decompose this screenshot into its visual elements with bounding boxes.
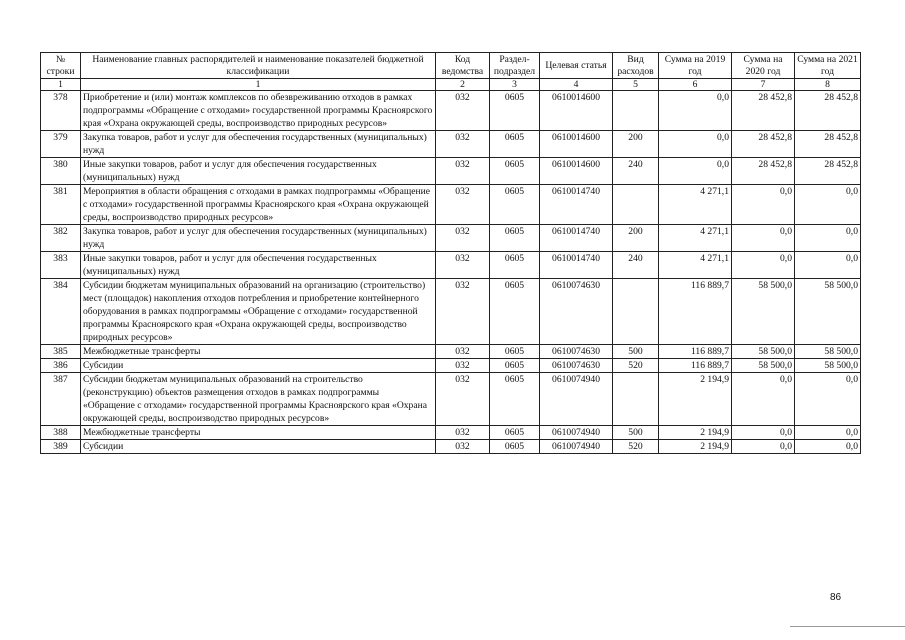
table-row — [41, 345, 861, 359]
row-name: Мероприятия в области обращения с отходами в рамках подпрограммы «Обращение с отходами» государственной программы Красноярского края «Охрана окружающей среды, воспроизводство природных ресурсов» — [81, 185, 436, 225]
row-section: 0605 — [490, 279, 540, 345]
table-row — [41, 426, 861, 440]
header-row — [41, 53, 861, 79]
table-row — [41, 91, 861, 131]
row-number: 381 — [41, 185, 81, 225]
row-department-code: 032 — [436, 373, 490, 426]
row-expense-type — [613, 279, 659, 345]
row-department-code: 032 — [436, 440, 490, 454]
table-row — [41, 252, 861, 279]
header-target-article: Целевая статья — [540, 53, 613, 79]
row-target-article: 0610014600 — [540, 131, 613, 158]
row-sum-2021: 0,0 — [795, 252, 861, 279]
row-number: 384 — [41, 279, 81, 345]
row-number: 386 — [41, 359, 81, 373]
row-expense-type: 240 — [613, 252, 659, 279]
row-target-article: 0610014600 — [540, 158, 613, 185]
row-sum-2019: 0,0 — [659, 158, 732, 185]
row-sum-2020: 0,0 — [732, 185, 795, 225]
row-department-code: 032 — [436, 225, 490, 252]
row-sum-2020: 58 500,0 — [732, 279, 795, 345]
scan-edge-line — [790, 626, 905, 627]
row-sum-2019: 2 194,9 — [659, 426, 732, 440]
row-target-article: 0610074940 — [540, 373, 613, 426]
row-name: Субсидии — [81, 440, 436, 454]
row-department-code: 032 — [436, 279, 490, 345]
row-sum-2019: 4 271,1 — [659, 252, 732, 279]
row-sum-2020: 0,0 — [732, 225, 795, 252]
row-section: 0605 — [490, 440, 540, 454]
row-expense-type: 240 — [613, 158, 659, 185]
header-expense-type: Вид расходов — [613, 53, 659, 79]
page-number: 86 — [830, 592, 842, 603]
row-department-code: 032 — [436, 345, 490, 359]
table-row — [41, 185, 861, 225]
row-number: 389 — [41, 440, 81, 454]
row-number: 388 — [41, 426, 81, 440]
row-target-article: 0610074630 — [540, 359, 613, 373]
column-number: 7 — [732, 79, 795, 91]
column-number: 1 — [41, 79, 81, 91]
table-row — [41, 440, 861, 454]
row-section: 0605 — [490, 373, 540, 426]
row-expense-type: 500 — [613, 426, 659, 440]
row-number: 379 — [41, 131, 81, 158]
column-number: 2 — [436, 79, 490, 91]
row-sum-2021: 58 500,0 — [795, 345, 861, 359]
row-sum-2021: 28 452,8 — [795, 131, 861, 158]
header-section: Раздел-подраздел — [490, 53, 540, 79]
budget-table — [40, 52, 861, 454]
column-number: 4 — [540, 79, 613, 91]
row-target-article: 0610014740 — [540, 185, 613, 225]
row-sum-2021: 58 500,0 — [795, 359, 861, 373]
row-sum-2020: 28 452,8 — [732, 131, 795, 158]
row-sum-2021: 28 452,8 — [795, 158, 861, 185]
row-sum-2019: 2 194,9 — [659, 373, 732, 426]
table-row — [41, 225, 861, 252]
table-row — [41, 279, 861, 345]
row-section: 0605 — [490, 359, 540, 373]
column-number: 5 — [613, 79, 659, 91]
row-expense-type — [613, 91, 659, 131]
header-sum-2019: Сумма на 2019 год — [659, 53, 732, 79]
row-target-article: 0610014600 — [540, 91, 613, 131]
row-section: 0605 — [490, 158, 540, 185]
row-section: 0605 — [490, 91, 540, 131]
row-expense-type: 520 — [613, 359, 659, 373]
row-name: Межбюджетные трансферты — [81, 426, 436, 440]
row-target-article: 0610074940 — [540, 440, 613, 454]
row-sum-2019: 2 194,9 — [659, 440, 732, 454]
column-number: 1 — [81, 79, 436, 91]
row-department-code: 032 — [436, 91, 490, 131]
budget-table-container — [40, 52, 861, 454]
row-sum-2021: 0,0 — [795, 185, 861, 225]
row-sum-2020: 28 452,8 — [732, 158, 795, 185]
row-department-code: 032 — [436, 158, 490, 185]
row-sum-2021: 0,0 — [795, 426, 861, 440]
header-name: Наименование главных распорядителей и наименование показателей бюджетной классификации — [81, 53, 436, 79]
column-number: 6 — [659, 79, 732, 91]
row-target-article: 0610074630 — [540, 279, 613, 345]
row-target-article: 0610014740 — [540, 252, 613, 279]
row-number: 382 — [41, 225, 81, 252]
row-name: Иные закупки товаров, работ и услуг для обеспечения государственных (муниципальных) нужд — [81, 158, 436, 185]
table-body — [41, 91, 861, 454]
row-target-article: 0610074940 — [540, 426, 613, 440]
row-target-article: 0610014740 — [540, 225, 613, 252]
row-expense-type: 200 — [613, 131, 659, 158]
row-section: 0605 — [490, 252, 540, 279]
row-sum-2019: 4 271,1 — [659, 225, 732, 252]
row-number: 387 — [41, 373, 81, 426]
row-sum-2021: 58 500,0 — [795, 279, 861, 345]
column-number-row — [41, 79, 861, 91]
row-section: 0605 — [490, 131, 540, 158]
row-sum-2019: 116 889,7 — [659, 279, 732, 345]
header-row-number: № строки — [41, 53, 81, 79]
header-sum-2021: Сумма на 2021 год — [795, 53, 861, 79]
column-number: 3 — [490, 79, 540, 91]
row-department-code: 032 — [436, 252, 490, 279]
row-sum-2019: 0,0 — [659, 91, 732, 131]
row-expense-type: 520 — [613, 440, 659, 454]
header-department-code: Код ведомства — [436, 53, 490, 79]
row-sum-2019: 4 271,1 — [659, 185, 732, 225]
row-sum-2020: 58 500,0 — [732, 359, 795, 373]
table-row — [41, 131, 861, 158]
row-section: 0605 — [490, 345, 540, 359]
row-sum-2021: 28 452,8 — [795, 91, 861, 131]
row-sum-2021: 0,0 — [795, 225, 861, 252]
row-sum-2020: 0,0 — [732, 426, 795, 440]
row-number: 378 — [41, 91, 81, 131]
row-sum-2020: 58 500,0 — [732, 345, 795, 359]
row-number: 385 — [41, 345, 81, 359]
table-header — [41, 53, 861, 91]
row-name: Межбюджетные трансферты — [81, 345, 436, 359]
row-name: Приобретение и (или) монтаж комплексов по обезвреживанию отходов в рамках подпрограммы «Обращение с отходами» государственной программы Красноярского края «Охрана окружающей среды, воспроизводство природных ресурсов» — [81, 91, 436, 131]
row-sum-2020: 28 452,8 — [732, 91, 795, 131]
row-sum-2019: 116 889,7 — [659, 345, 732, 359]
row-expense-type — [613, 373, 659, 426]
row-expense-type: 500 — [613, 345, 659, 359]
table-row — [41, 158, 861, 185]
row-sum-2020: 0,0 — [732, 440, 795, 454]
row-number: 383 — [41, 252, 81, 279]
row-sum-2021: 0,0 — [795, 373, 861, 426]
row-name: Субсидии бюджетам муниципальных образований на организацию (строительство) мест (площадок) накопления отходов потребления и приобретение контейнерного оборудования в рамках подпрограммы «Обращение с отходами» государственной программы Красноярского края «Охрана окружающей среды, воспроизводство природных ресурсов» — [81, 279, 436, 345]
row-name: Закупка товаров, работ и услуг для обеспечения государственных (муниципальных) нужд — [81, 225, 436, 252]
row-department-code: 032 — [436, 131, 490, 158]
table-row — [41, 373, 861, 426]
row-name: Субсидии — [81, 359, 436, 373]
row-sum-2019: 116 889,7 — [659, 359, 732, 373]
row-department-code: 032 — [436, 426, 490, 440]
row-sum-2020: 0,0 — [732, 373, 795, 426]
row-name: Закупка товаров, работ и услуг для обеспечения государственных (муниципальных) нужд — [81, 131, 436, 158]
row-sum-2019: 0,0 — [659, 131, 732, 158]
row-expense-type: 200 — [613, 225, 659, 252]
row-sum-2021: 0,0 — [795, 440, 861, 454]
row-target-article: 0610074630 — [540, 345, 613, 359]
table-row — [41, 359, 861, 373]
row-department-code: 032 — [436, 185, 490, 225]
row-name: Субсидии бюджетам муниципальных образований на строительство (реконструкцию) объектов размещения отходов в рамках подпрограммы «Обращение с отходами» государственной программы Красноярского края «Охрана окружающей среды, воспроизводство природных ресурсов» — [81, 373, 436, 426]
row-section: 0605 — [490, 185, 540, 225]
row-expense-type — [613, 185, 659, 225]
row-sum-2020: 0,0 — [732, 252, 795, 279]
row-department-code: 032 — [436, 359, 490, 373]
header-sum-2020: Сумма на 2020 год — [732, 53, 795, 79]
row-name: Иные закупки товаров, работ и услуг для обеспечения государственных (муниципальных) нужд — [81, 252, 436, 279]
row-section: 0605 — [490, 225, 540, 252]
row-number: 380 — [41, 158, 81, 185]
row-section: 0605 — [490, 426, 540, 440]
column-number: 8 — [795, 79, 861, 91]
